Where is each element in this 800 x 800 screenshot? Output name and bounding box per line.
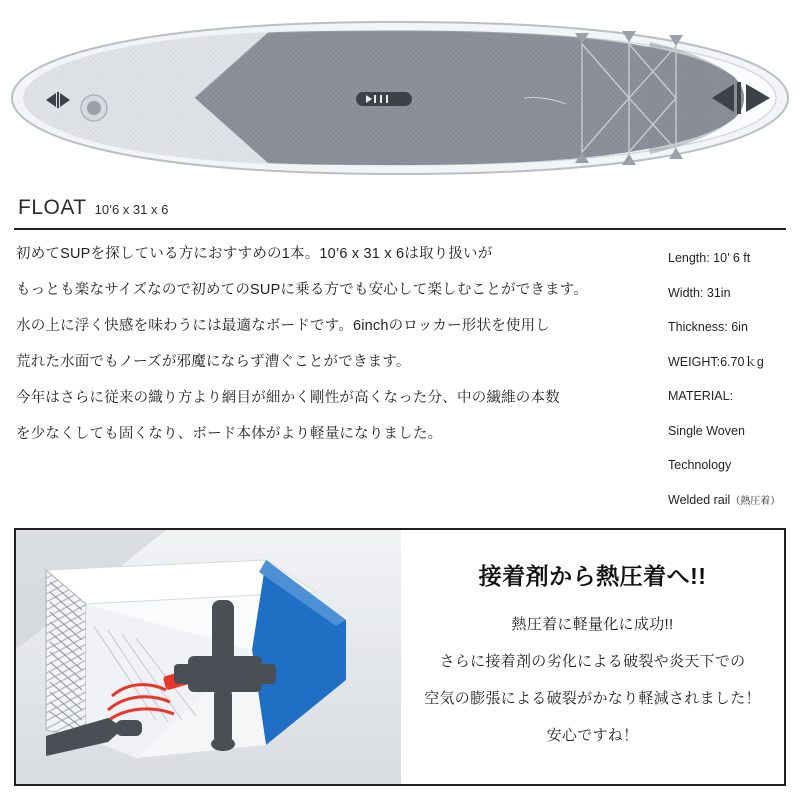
- description-line: 初めてSUPを探している方におすすめの1本。10’6 x 31 x 6は取り扱いが: [16, 246, 493, 262]
- board-nose-valve: [81, 95, 107, 121]
- panel-line: 空気の膨張による破裂がかなり軽減されました！: [424, 690, 761, 707]
- welded-rail-panel: [14, 528, 786, 786]
- spec-item-length: Length: 10’ 6 ft: [668, 251, 751, 265]
- title-divider: [14, 228, 786, 230]
- spec-item-material-line2: Single Woven: [668, 423, 745, 438]
- spec-item-welded-rail: [668, 494, 794, 507]
- panel-line: 熱圧着に軽量化に成功!!: [511, 616, 674, 633]
- product-description: [16, 244, 646, 460]
- spec-item-weight: WEIGHT:6.70ｋg: [668, 354, 764, 369]
- board-center-handle: [356, 92, 412, 106]
- product-size-label: 10’6 x 31 x 6: [94, 202, 169, 217]
- spec-item-material-line3: Technology: [668, 458, 732, 472]
- description-line: 水の上に浮く快感を味わうには最適なボードです。6inchのロッカー形状を使用し: [16, 318, 551, 335]
- welded-rail-copy: [401, 530, 784, 784]
- spec-item-material: MATERIAL:: [668, 389, 734, 403]
- panel-line: さらに接着剤の劣化による破裂や炎天下での: [439, 653, 746, 670]
- product-title-row: [18, 196, 168, 220]
- spec-list: [668, 252, 794, 529]
- spec-item-width: Width: 31in: [668, 285, 731, 300]
- spec-welded-rail-note: （熱圧着）: [730, 495, 781, 507]
- description-line: 荒れた水面でもノーズが邪魔にならず漕ぐことができます。: [16, 354, 411, 371]
- panel-headline: 接着剤から熱圧着へ!!: [478, 563, 707, 589]
- page-title: FLOAT: [18, 196, 87, 219]
- description-line: もっとも楽なサイズなので初めてのSUPに乗る方でも安心して楽しむことができます。: [16, 282, 588, 299]
- panel-line: 安心ですね！: [546, 727, 639, 744]
- description-line: 今年はさらに従来の織り方より網目が細かく剛性が高くなった分、中の繊維の本数: [16, 390, 560, 407]
- board-illustration: [0, 0, 800, 198]
- description-line: を少なくしても固くなり、ボード本体がより軽量になりました。: [16, 426, 443, 443]
- spec-item-thickness: Thickness: 6in: [668, 320, 748, 334]
- spec-welded-rail-label: Welded rail: [668, 492, 731, 507]
- welded-rail-photo: [16, 530, 401, 784]
